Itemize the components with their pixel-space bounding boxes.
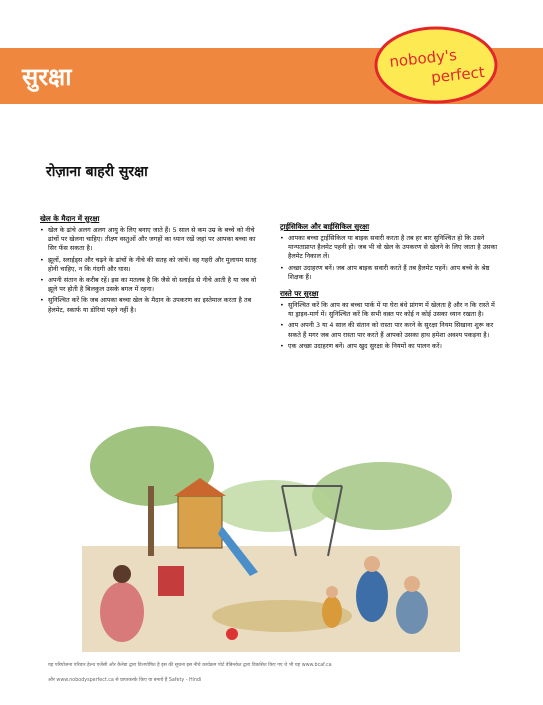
road-safety-heading: रास्ते पर सुरक्षा <box>280 289 319 299</box>
person <box>113 565 131 583</box>
tree-canopy <box>212 480 332 532</box>
list-item: • आपका बच्चा ट्राईसिकिल या बाइक सवारी करता है तब हर बार सुनिश्चित हो कि उसने मान्यताप्राप्त हैलमेट पहनी हो। जब भी वो खेल के उपकरण से खेलने के लिए जाता है उसका हैलमेट निकाल लें। <box>288 234 502 262</box>
bike-safety-list <box>280 234 502 282</box>
list-item: • खेल के ढांचे अलग अलग आयु के लिए बनाए जाते हैं। 5 साल से कम उम्र के बच्चे को नीचे ढांचों पर खेलना चाहिए। तीक्ष्ण वस्तुओं और जगहों का ध्यान रखें जहां पर आपका बच्चा का सिर फँस सकता है। <box>48 226 262 254</box>
list-item: • अच्छा उदाहरण बनें। जब आप बाइक सवारी करते हैं तब हैलमेट पहनें। आप बच्चे के श्रेष्ठ शिक्षक हैं। <box>288 264 502 282</box>
person <box>396 590 428 634</box>
list-item: • अपनी संतान के करीब रहें। इस का मतलब है कि जैसे वो स्लाईड से नीचे आती है या जब वो झूले पर होती है बिलकुल उसके बगल में रहना। <box>48 276 262 294</box>
tree-canopy <box>312 462 452 530</box>
playground-safety-list <box>40 226 262 315</box>
bike-safety-heading: ट्राईसिकिल और बाईसिकिल सुरक्षा <box>280 222 370 231</box>
nobodys-perfect-logo <box>372 24 500 106</box>
playground-illustration <box>82 426 460 652</box>
list-item: • सुनिश्चित करें कि जब आपका बच्चा खेल के मैदान के उपकरण का इस्तेमाल करता है तब हेलमेट, स्कार्फ या डोरियां पहने नहीं है। <box>48 296 262 314</box>
road-safety-list <box>280 301 502 351</box>
person <box>100 582 144 642</box>
list-item: • एक अच्छा उदाहरण बनें। आप खुद सुरक्षा के नियमों का पालन करें। <box>288 342 502 351</box>
person <box>322 596 342 628</box>
stroller <box>158 566 184 596</box>
tree-trunk <box>148 486 154 556</box>
play-structure <box>178 496 222 548</box>
right-column <box>280 222 502 358</box>
list-item: • सुनिश्चित करें कि आप का बच्चा पार्क में या घेरा बंधे प्रांगण में खेलता है और न कि रास्ते में या ड्राइव-मार्ग में। सुनिश्चित करें कि सभी वक़्त पर कोई न कोई उसका ध्यान रखता है। <box>288 301 502 319</box>
person <box>404 576 420 592</box>
left-column <box>40 214 262 322</box>
footer-credit-line: और www.nobodysperfect.ca से प्राप्तकरके किए या बनाये हैं Safety - Hindi <box>48 678 202 683</box>
playground-safety-heading: खेल के मैदान में सुरक्षा <box>40 214 100 223</box>
list-item: • झूलों, स्लाईड्स और चढ़ने के ढांचों के नीचे की सतह को जांचें। वह गहरी और मुलायम सतह होनी चाहिए, न कि गंदगी और घास। <box>48 256 262 274</box>
page-title: सुरक्षा <box>22 63 72 91</box>
person <box>364 556 380 572</box>
logo-text-nobodys: nobody's <box>388 45 458 71</box>
ball <box>226 628 238 640</box>
person <box>326 586 338 598</box>
list-item: • आप अपनी 3 या 4 साल की संतान को रास्ता पार करने के सुरक्षा नियम सिखाना शुरू कर सकते हैं मगर जब आप रास्ता पार करते हैं आपको उसका हाथ हमेशा अवश्य पकड़ना है। <box>288 321 502 339</box>
section-subtitle: रोज़ाना बाहरी सुरक्षा <box>46 164 148 180</box>
footer-credit-line: यह परियोजना परिवार हेल्थ एजेंसी और कैनेडा द्वारा वित्तपोषित है इस की सूचना इस नीचे कार्यक्रम पोर्ट वेबिनकेत द्वारा विकसित किए गए थे भी यह www.bcaf.ca <box>48 663 332 668</box>
person <box>356 570 388 622</box>
logo-text-perfect: perfect <box>430 63 486 87</box>
